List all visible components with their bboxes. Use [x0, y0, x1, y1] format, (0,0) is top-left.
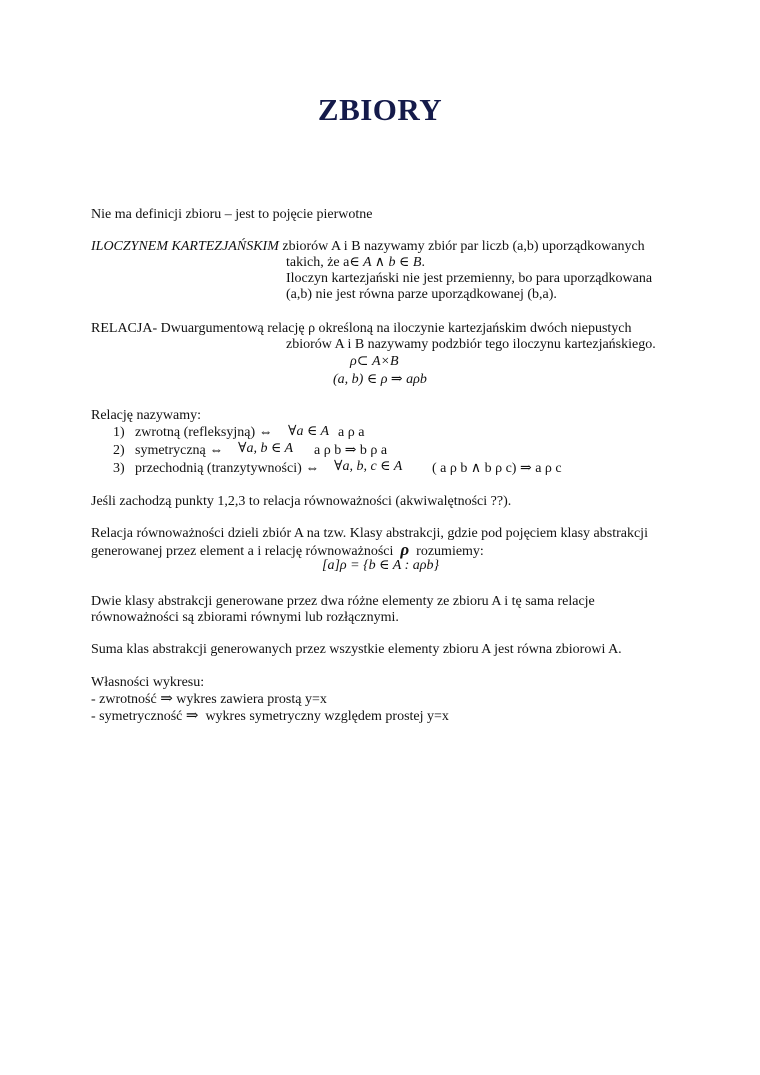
- intro-text: Nie ma definicji zbioru – jest to pojęcie pierwotne: [91, 207, 373, 222]
- types-heading: Relację nazywamy:: [91, 408, 202, 423]
- implies-arrow-icon: ⇒: [185, 708, 199, 724]
- classes-line2a: generowanej przez element a i relację równoważności: [91, 544, 394, 559]
- product-formula: ∈ A ∧ b ∈ B: [349, 255, 422, 270]
- product-definition: [91, 239, 645, 255]
- graph-item2-text: wykres symetryczny względem prostej y=x: [205, 709, 449, 724]
- rho-symbol: ρ: [400, 540, 410, 559]
- page-title: ZBIORY: [317, 92, 443, 127]
- graph-item-2: [91, 708, 449, 725]
- type-label-1: zwrotną (refleksyjną) ⇔: [135, 425, 273, 440]
- type-rest-2: a ρ b ⇒ b ρ a: [314, 443, 388, 458]
- graph-item1-label: - zwrotność: [91, 692, 157, 707]
- product-line2c: .: [421, 255, 425, 270]
- equivalence-text: Jeśli zachodzą punkty 1,2,3 to relacja równoważności (akwiwalętności ??).: [91, 494, 512, 509]
- classes-line2b: rozumiemy:: [416, 544, 484, 559]
- graph-item1-text: wykres zawiera prostą y=x: [176, 692, 327, 707]
- classes-formula: [a]ρ = {b ∈ A : aρb}: [322, 558, 440, 573]
- type-quant-2: ∀a, b ∈ A: [238, 441, 294, 456]
- product-line2a: takich, że a: [286, 255, 350, 270]
- type-rest-3: ( a ρ b ∧ b ρ c) ⇒ a ρ c: [432, 461, 562, 476]
- type-quant-1: ∀a ∈ A: [288, 424, 330, 439]
- graph-item2-label: - symetryczność: [91, 709, 183, 724]
- type-num-1: 1): [113, 425, 125, 440]
- implies-arrow-icon: ⇒: [160, 691, 173, 707]
- type-num-3: 3): [113, 461, 125, 476]
- type-num-2: 2): [113, 443, 125, 458]
- disjoint-line2: równoważności są zbiorami równymi lub rozłącznymi.: [91, 610, 399, 625]
- relation-formula2: (a, b) ∈ ρ ⇒ aρb: [333, 372, 427, 387]
- product-line4: (a,b) nie jest równa parze uporządkowanej (b,a).: [286, 287, 557, 302]
- type-rest-1: a ρ a: [338, 425, 365, 440]
- graph-item-1: [91, 691, 327, 708]
- product-line1: zbiorów A i B nazywamy zbiór par liczb (a,b) uporządkowanych: [278, 239, 645, 254]
- relation-line2: zbiorów A i B nazywamy podzbiór tego iloczynu kartezjańskiego.: [286, 337, 656, 352]
- relation-formula1: ρ⊂ A×B: [350, 354, 399, 369]
- product-line3: Iloczyn kartezjański nie jest przemienny, bo para uporządkowana: [286, 271, 653, 286]
- product-term: ILOCZYNEM KARTEZJAŃSKIM: [91, 239, 279, 254]
- type-label-3: przechodnią (tranzytywności) ⇔: [135, 461, 320, 476]
- type-label-2: symetryczną ⇔: [135, 443, 224, 458]
- sum-text: Suma klas abstrakcji generowanych przez wszystkie elementy zbioru A jest równa zbiorowi A.: [91, 642, 622, 657]
- product-condition: [286, 255, 425, 271]
- relation-line1: RELACJA- Dwuargumentową relację ρ określoną na iloczynie kartezjańskim dwóch niepustych: [91, 321, 632, 336]
- graph-heading: Własności wykresu:: [91, 675, 205, 690]
- disjoint-line1: Dwie klasy abstrakcji generowane przez dwa różne elementy ze zbioru A i tę sama relacje: [91, 594, 595, 609]
- classes-line1: Relacja równoważności dzieli zbiór A na tzw. Klasy abstrakcji, gdzie pod pojęciem klasy abstrakcji: [91, 526, 648, 541]
- type-quant-3: ∀a, b, c ∈ A: [334, 459, 403, 474]
